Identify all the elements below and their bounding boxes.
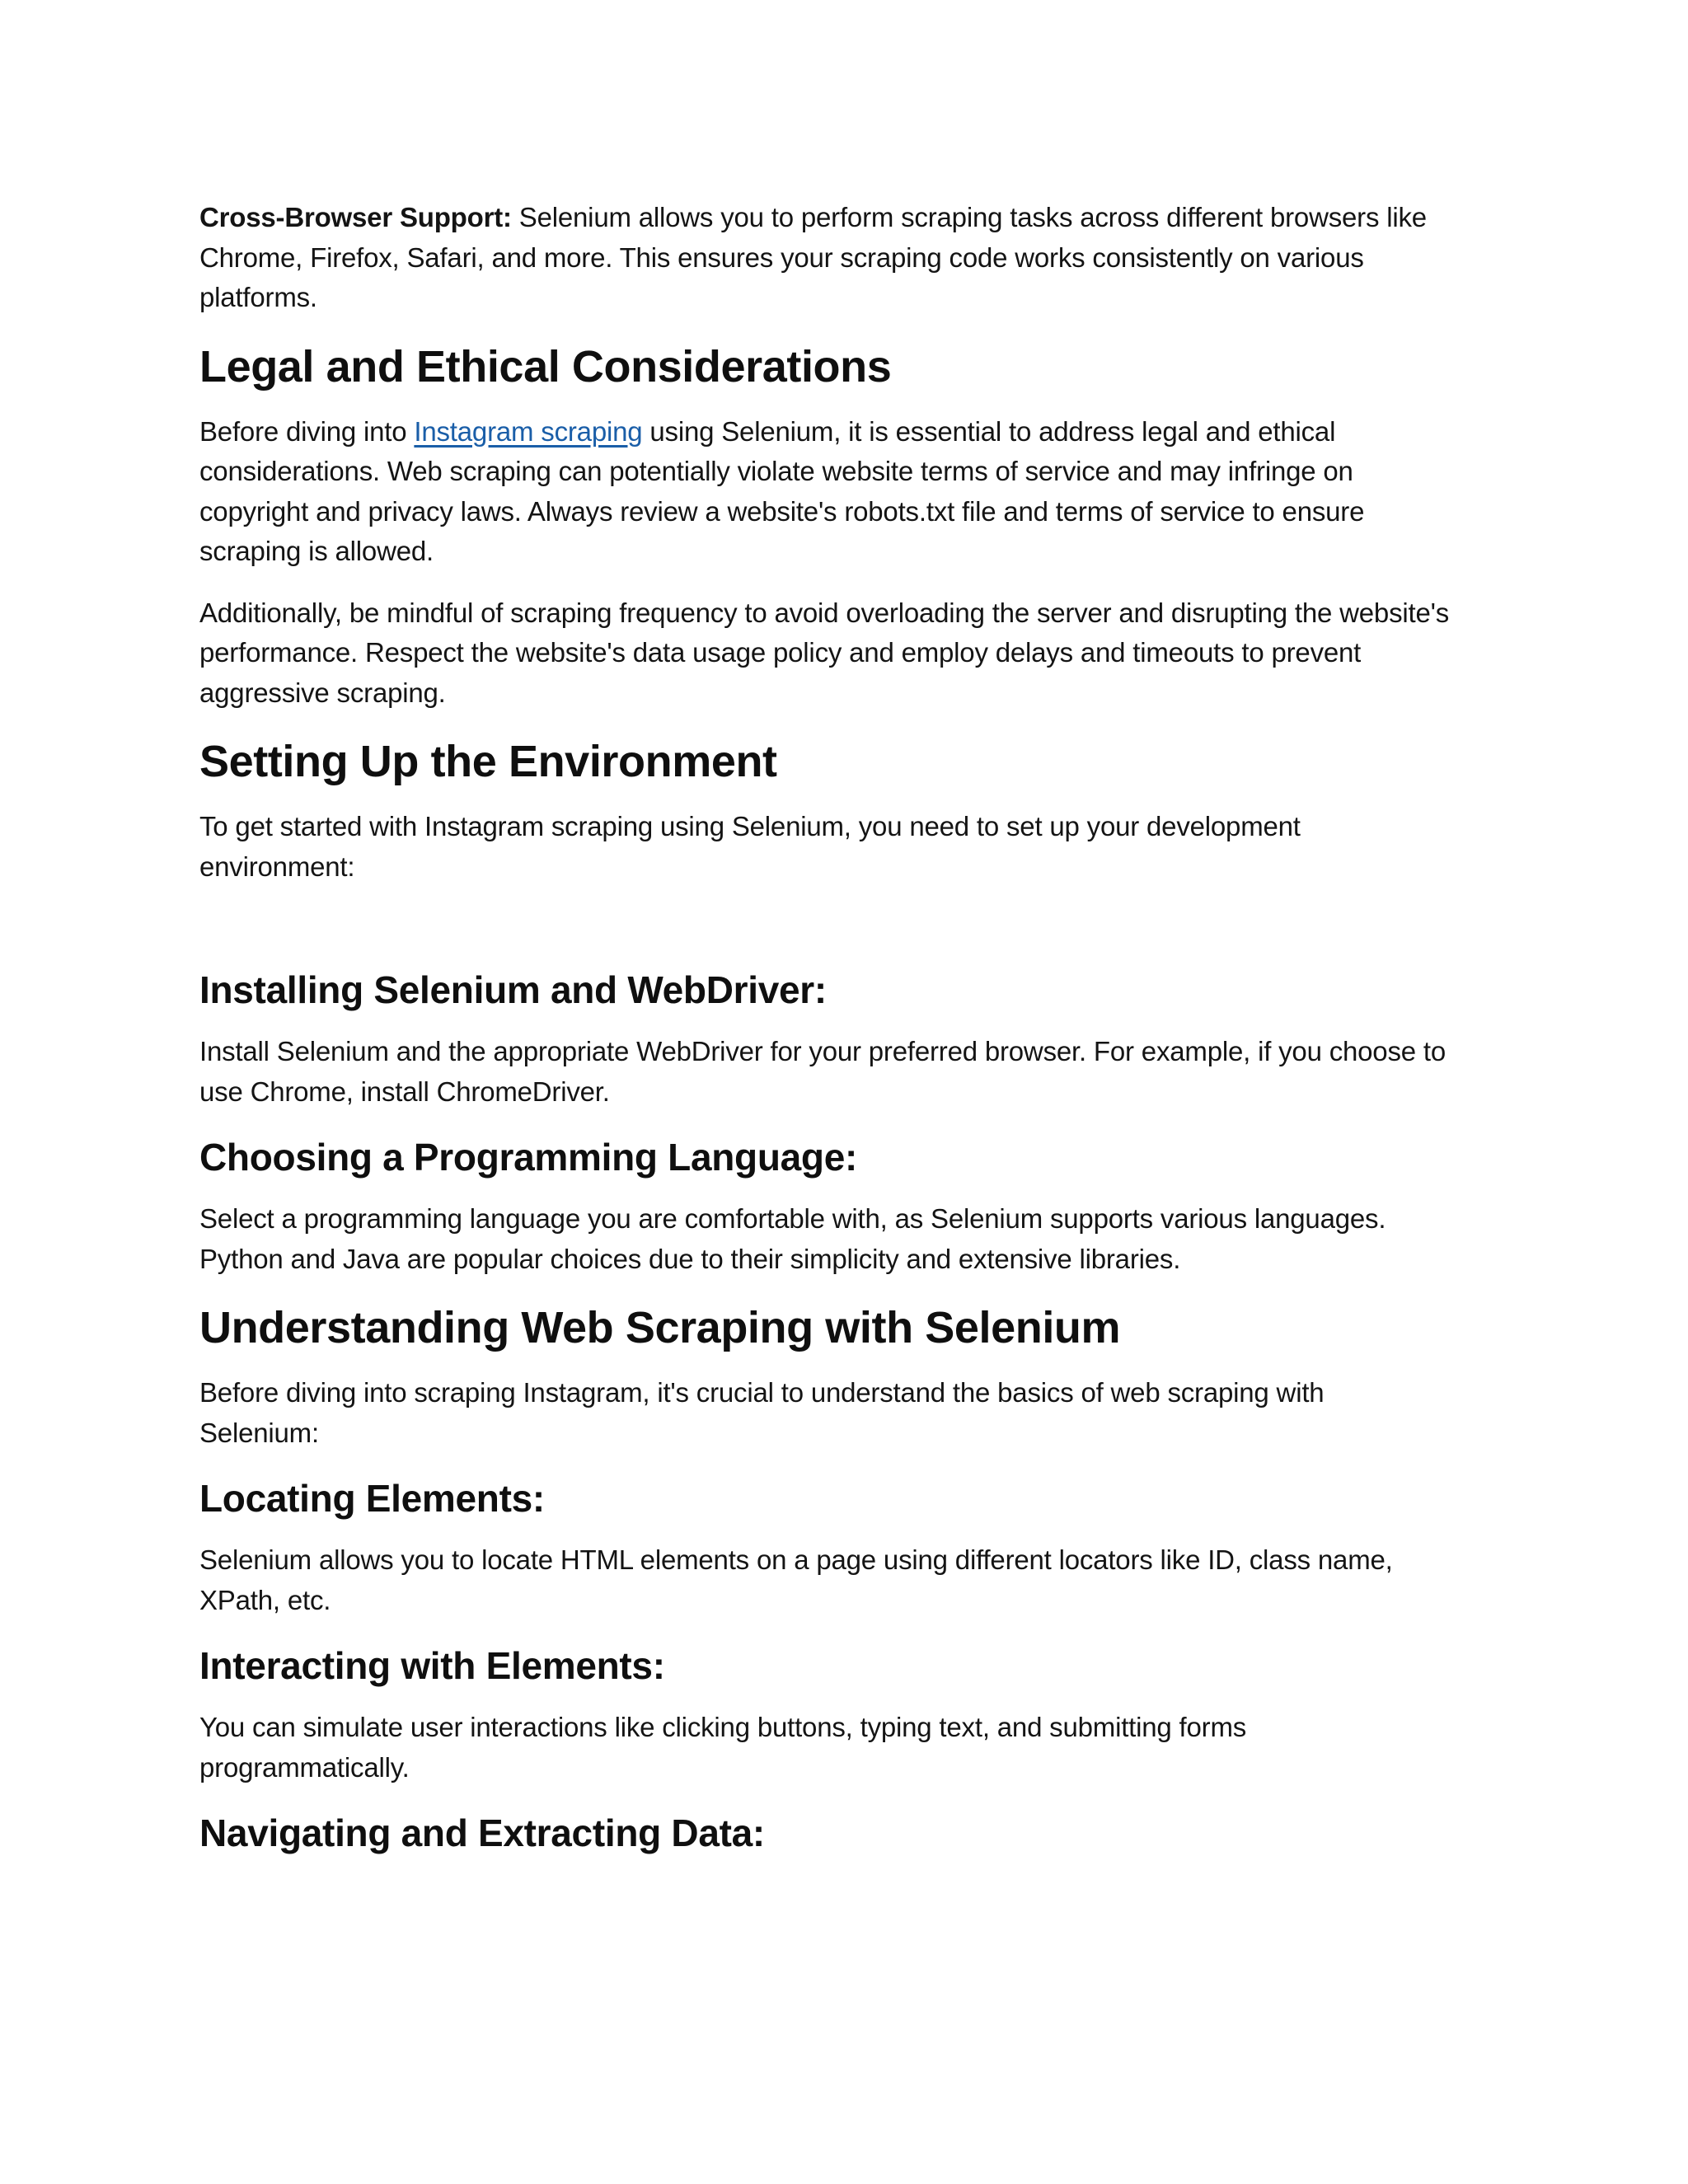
understanding-paragraph: Before diving into scraping Instagram, it's crucial to understand the basics of web scraping with Selenium: xyxy=(199,1377,1325,1448)
language-paragraph: Select a programming language you are comfortable with, as Selenium supports various languages. Python and Java are popular choices due to their simplicity and extensive libraries. xyxy=(199,1203,1386,1274)
install-heading: Installing Selenium and WebDriver: xyxy=(199,968,827,1011)
setup-heading: Setting Up the Environment xyxy=(199,737,777,786)
legal-paragraph-2: Additionally, be mindful of scraping frequency to avoid overloading the server and disrupting the website's performance. Respect the website's data usage policy and employ delays and timeouts to prevent aggressive scraping. xyxy=(199,597,1450,708)
locating-paragraph: Selenium allows you to locate HTML elements on a page using different locators like ID, class name, XPath, etc. xyxy=(199,1544,1393,1615)
document-content xyxy=(199,198,1485,1875)
cross-browser-text: Selenium allows you to perform scraping tasks across different browsers like Chrome, Firefox, Safari, and more. This ensures your scraping code works consistently on various platforms. xyxy=(199,202,1427,312)
legal-p1-after: using Selenium, it is essential to address legal and ethical considerations. Web scraping can potentially violate website terms of service and may infringe on copyright and privacy laws. Always review a website's robots.txt file and terms of service to ensure scraping is allowed. xyxy=(199,415,1365,566)
install-paragraph: Install Selenium and the appropriate WebDriver for your preferred browser. For example, if you choose to use Chrome, install ChromeDriver. xyxy=(199,1036,1447,1107)
interacting-heading: Interacting with Elements: xyxy=(199,1644,665,1687)
legal-ethical-heading: Legal and Ethical Considerations xyxy=(199,341,892,391)
instagram-scraping-link[interactable]: Instagram scraping xyxy=(414,415,643,447)
interacting-paragraph: You can simulate user interactions like clicking buttons, typing text, and submitting forms programmatically. xyxy=(199,1712,1247,1783)
navigating-heading: Navigating and Extracting Data: xyxy=(199,1811,765,1854)
legal-p1-before: Before diving into xyxy=(199,415,415,447)
cross-browser-paragraph xyxy=(199,198,1452,318)
language-heading: Choosing a Programming Language: xyxy=(199,1136,858,1179)
setup-paragraph: To get started with Instagram scraping using Selenium, you need to set up your development environment: xyxy=(199,811,1301,882)
legal-paragraph-1 xyxy=(199,412,1436,572)
understanding-heading: Understanding Web Scraping with Selenium xyxy=(199,1303,1121,1352)
cross-browser-label: Cross-Browser Support: xyxy=(199,202,512,232)
locating-heading: Locating Elements: xyxy=(199,1477,545,1520)
